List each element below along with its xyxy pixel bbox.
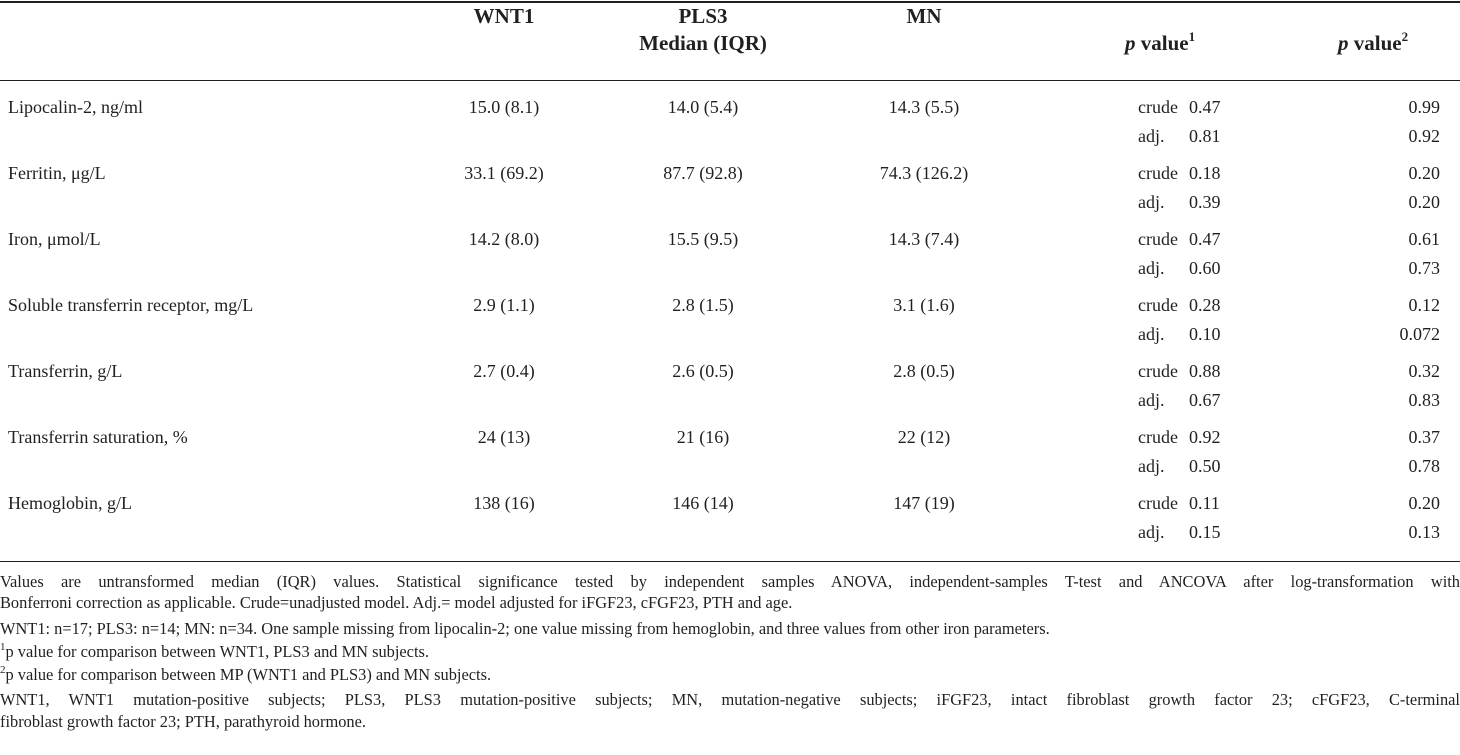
crude-p-value: 0.11 xyxy=(1189,493,1220,513)
footnote-1 xyxy=(0,641,1460,662)
column-header-pls3: PLS3 xyxy=(678,4,728,28)
table-row xyxy=(0,162,1460,220)
table-bottom-rule xyxy=(0,561,1460,562)
table-header-rule xyxy=(0,80,1460,81)
adj-label: adj. xyxy=(1138,522,1165,542)
adj-label: adj. xyxy=(1138,324,1165,344)
adj-p-value: 0.67 xyxy=(1189,390,1221,410)
adj-p2-value: 0.78 xyxy=(1408,456,1440,476)
crude-p-value: 0.88 xyxy=(1189,361,1221,381)
crude-label: crude xyxy=(1138,493,1178,513)
adj-label: adj. xyxy=(1138,126,1165,146)
footnote-values-line-1: Values are untransformed median (IQR) values. Statistical significance tested by independent samples ANOVA, independent-samples T-test and ANCOVA after log-transformation with xyxy=(0,572,1460,591)
wnt1-value: 14.2 (8.0) xyxy=(468,229,540,249)
crude-label: crude xyxy=(1138,163,1178,183)
wnt1-value: 33.1 (69.2) xyxy=(464,163,544,183)
row-label: Transferrin, g/L xyxy=(8,361,123,381)
crude-p2-value: 0.61 xyxy=(1408,229,1440,249)
footnote-1-text: p value for comparison between WNT1, PLS3 and MN subjects. xyxy=(5,642,429,661)
adj-label: adj. xyxy=(1138,192,1165,212)
row-label: Hemoglobin, g/L xyxy=(8,493,132,513)
adj-p2-value: 0.072 xyxy=(1399,324,1440,344)
adj-p-value: 0.15 xyxy=(1189,522,1221,542)
mn-value: 22 (12) xyxy=(897,427,951,447)
row-label: Lipocalin-2, ng/ml xyxy=(8,97,143,117)
footnote-abbreviations-line-1: WNT1, WNT1 mutation-positive subjects; PLS3, PLS3 mutation-positive subjects; MN, mutation-negative subjects; iFGF23, intact fibroblast growth factor 23; cFGF23, C-terminal xyxy=(0,690,1460,709)
crude-p2-value: 0.37 xyxy=(1408,427,1440,447)
adj-p-value: 0.39 xyxy=(1189,192,1221,212)
adj-p-value: 0.60 xyxy=(1189,258,1221,278)
adj-p-value: 0.81 xyxy=(1189,126,1221,146)
footnote-marker: 2 xyxy=(1401,29,1409,44)
footnote-marker: 1 xyxy=(0,640,6,653)
wnt1-value: 15.0 (8.1) xyxy=(468,97,540,117)
column-header-p-value-1 xyxy=(1125,29,1195,57)
adj-p2-value: 0.73 xyxy=(1408,258,1440,278)
pls3-value: 146 (14) xyxy=(672,493,734,513)
adj-label: adj. xyxy=(1138,258,1165,278)
adj-label: adj. xyxy=(1138,390,1165,410)
table-row xyxy=(0,96,1460,154)
crude-p2-value: 0.20 xyxy=(1408,493,1440,513)
row-label: Ferritin, μg/L xyxy=(8,163,106,183)
adj-p2-value: 0.92 xyxy=(1408,126,1440,146)
row-label: Soluble transferrin receptor, mg/L xyxy=(8,295,254,315)
footnote-marker: 2 xyxy=(0,663,6,676)
column-header-median-iqr: Median (IQR) xyxy=(639,31,767,55)
table-row xyxy=(0,360,1460,418)
mn-value: 14.3 (7.4) xyxy=(888,229,960,249)
column-header-mn: MN xyxy=(906,4,942,28)
pls3-value: 2.8 (1.5) xyxy=(672,295,734,315)
crude-label: crude xyxy=(1138,229,1178,249)
crude-p-value: 0.28 xyxy=(1189,295,1221,315)
crude-label: crude xyxy=(1138,295,1178,315)
adj-label: adj. xyxy=(1138,456,1165,476)
table-row xyxy=(0,228,1460,286)
p-value-word: value xyxy=(1140,31,1189,55)
footnote-2 xyxy=(0,664,1460,685)
adj-p-value: 0.10 xyxy=(1189,324,1221,344)
crude-p-value: 0.47 xyxy=(1189,229,1221,249)
wnt1-value: 2.9 (1.1) xyxy=(473,295,535,315)
crude-label: crude xyxy=(1138,361,1178,381)
mn-value: 74.3 (126.2) xyxy=(879,163,969,183)
crude-p-value: 0.18 xyxy=(1189,163,1221,183)
mn-value: 147 (19) xyxy=(893,493,955,513)
adj-p2-value: 0.20 xyxy=(1408,192,1440,212)
p-value-word: value xyxy=(1353,31,1402,55)
footnote-values-line-2: Bonferroni correction as applicable. Crude=unadjusted model. Adj.= model adjusted for iFGF23, cFGF23, PTH and age. xyxy=(0,593,793,612)
row-label: Iron, μmol/L xyxy=(8,229,101,249)
crude-p-value: 0.47 xyxy=(1189,97,1221,117)
crude-label: crude xyxy=(1138,427,1178,447)
mn-value: 2.8 (0.5) xyxy=(893,361,955,381)
footnote-2-text: p value for comparison between MP (WNT1 and PLS3) and MN subjects. xyxy=(5,665,492,684)
adj-p2-value: 0.13 xyxy=(1408,522,1440,542)
column-header-wnt1: WNT1 xyxy=(473,4,535,28)
crude-p2-value: 0.12 xyxy=(1408,295,1440,315)
table-row xyxy=(0,294,1460,352)
footnote-marker: 1 xyxy=(1188,29,1196,44)
mn-value: 3.1 (1.6) xyxy=(893,295,955,315)
column-header-p-value-2 xyxy=(1338,29,1408,57)
p-symbol: p xyxy=(1338,31,1349,55)
adj-p-value: 0.50 xyxy=(1189,456,1221,476)
crude-p2-value: 0.32 xyxy=(1408,361,1440,381)
mn-value: 14.3 (5.5) xyxy=(888,97,960,117)
table-row xyxy=(0,426,1460,484)
p-symbol: p xyxy=(1125,31,1136,55)
footnote-abbreviations-line-2: fibroblast growth factor 23; PTH, parathyroid hormone. xyxy=(0,712,366,731)
crude-p2-value: 0.20 xyxy=(1408,163,1440,183)
row-label: Transferrin saturation, % xyxy=(8,427,188,447)
crude-p2-value: 0.99 xyxy=(1408,97,1440,117)
crude-label: crude xyxy=(1138,97,1178,117)
wnt1-value: 2.7 (0.4) xyxy=(473,361,535,381)
pls3-value: 2.6 (0.5) xyxy=(672,361,734,381)
wnt1-value: 138 (16) xyxy=(473,493,535,513)
pls3-value: 87.7 (92.8) xyxy=(663,163,743,183)
pls3-value: 21 (16) xyxy=(676,427,730,447)
wnt1-value: 24 (13) xyxy=(477,427,531,447)
crude-p-value: 0.92 xyxy=(1189,427,1221,447)
footnote-counts: WNT1: n=17; PLS3: n=14; MN: n=34. One sample missing from lipocalin-2; one value missing from hemoglobin, and three values from other iron parameters. xyxy=(0,619,1050,638)
pls3-value: 15.5 (9.5) xyxy=(667,229,739,249)
pls3-value: 14.0 (5.4) xyxy=(667,97,739,117)
table-row xyxy=(0,492,1460,550)
adj-p2-value: 0.83 xyxy=(1408,390,1440,410)
